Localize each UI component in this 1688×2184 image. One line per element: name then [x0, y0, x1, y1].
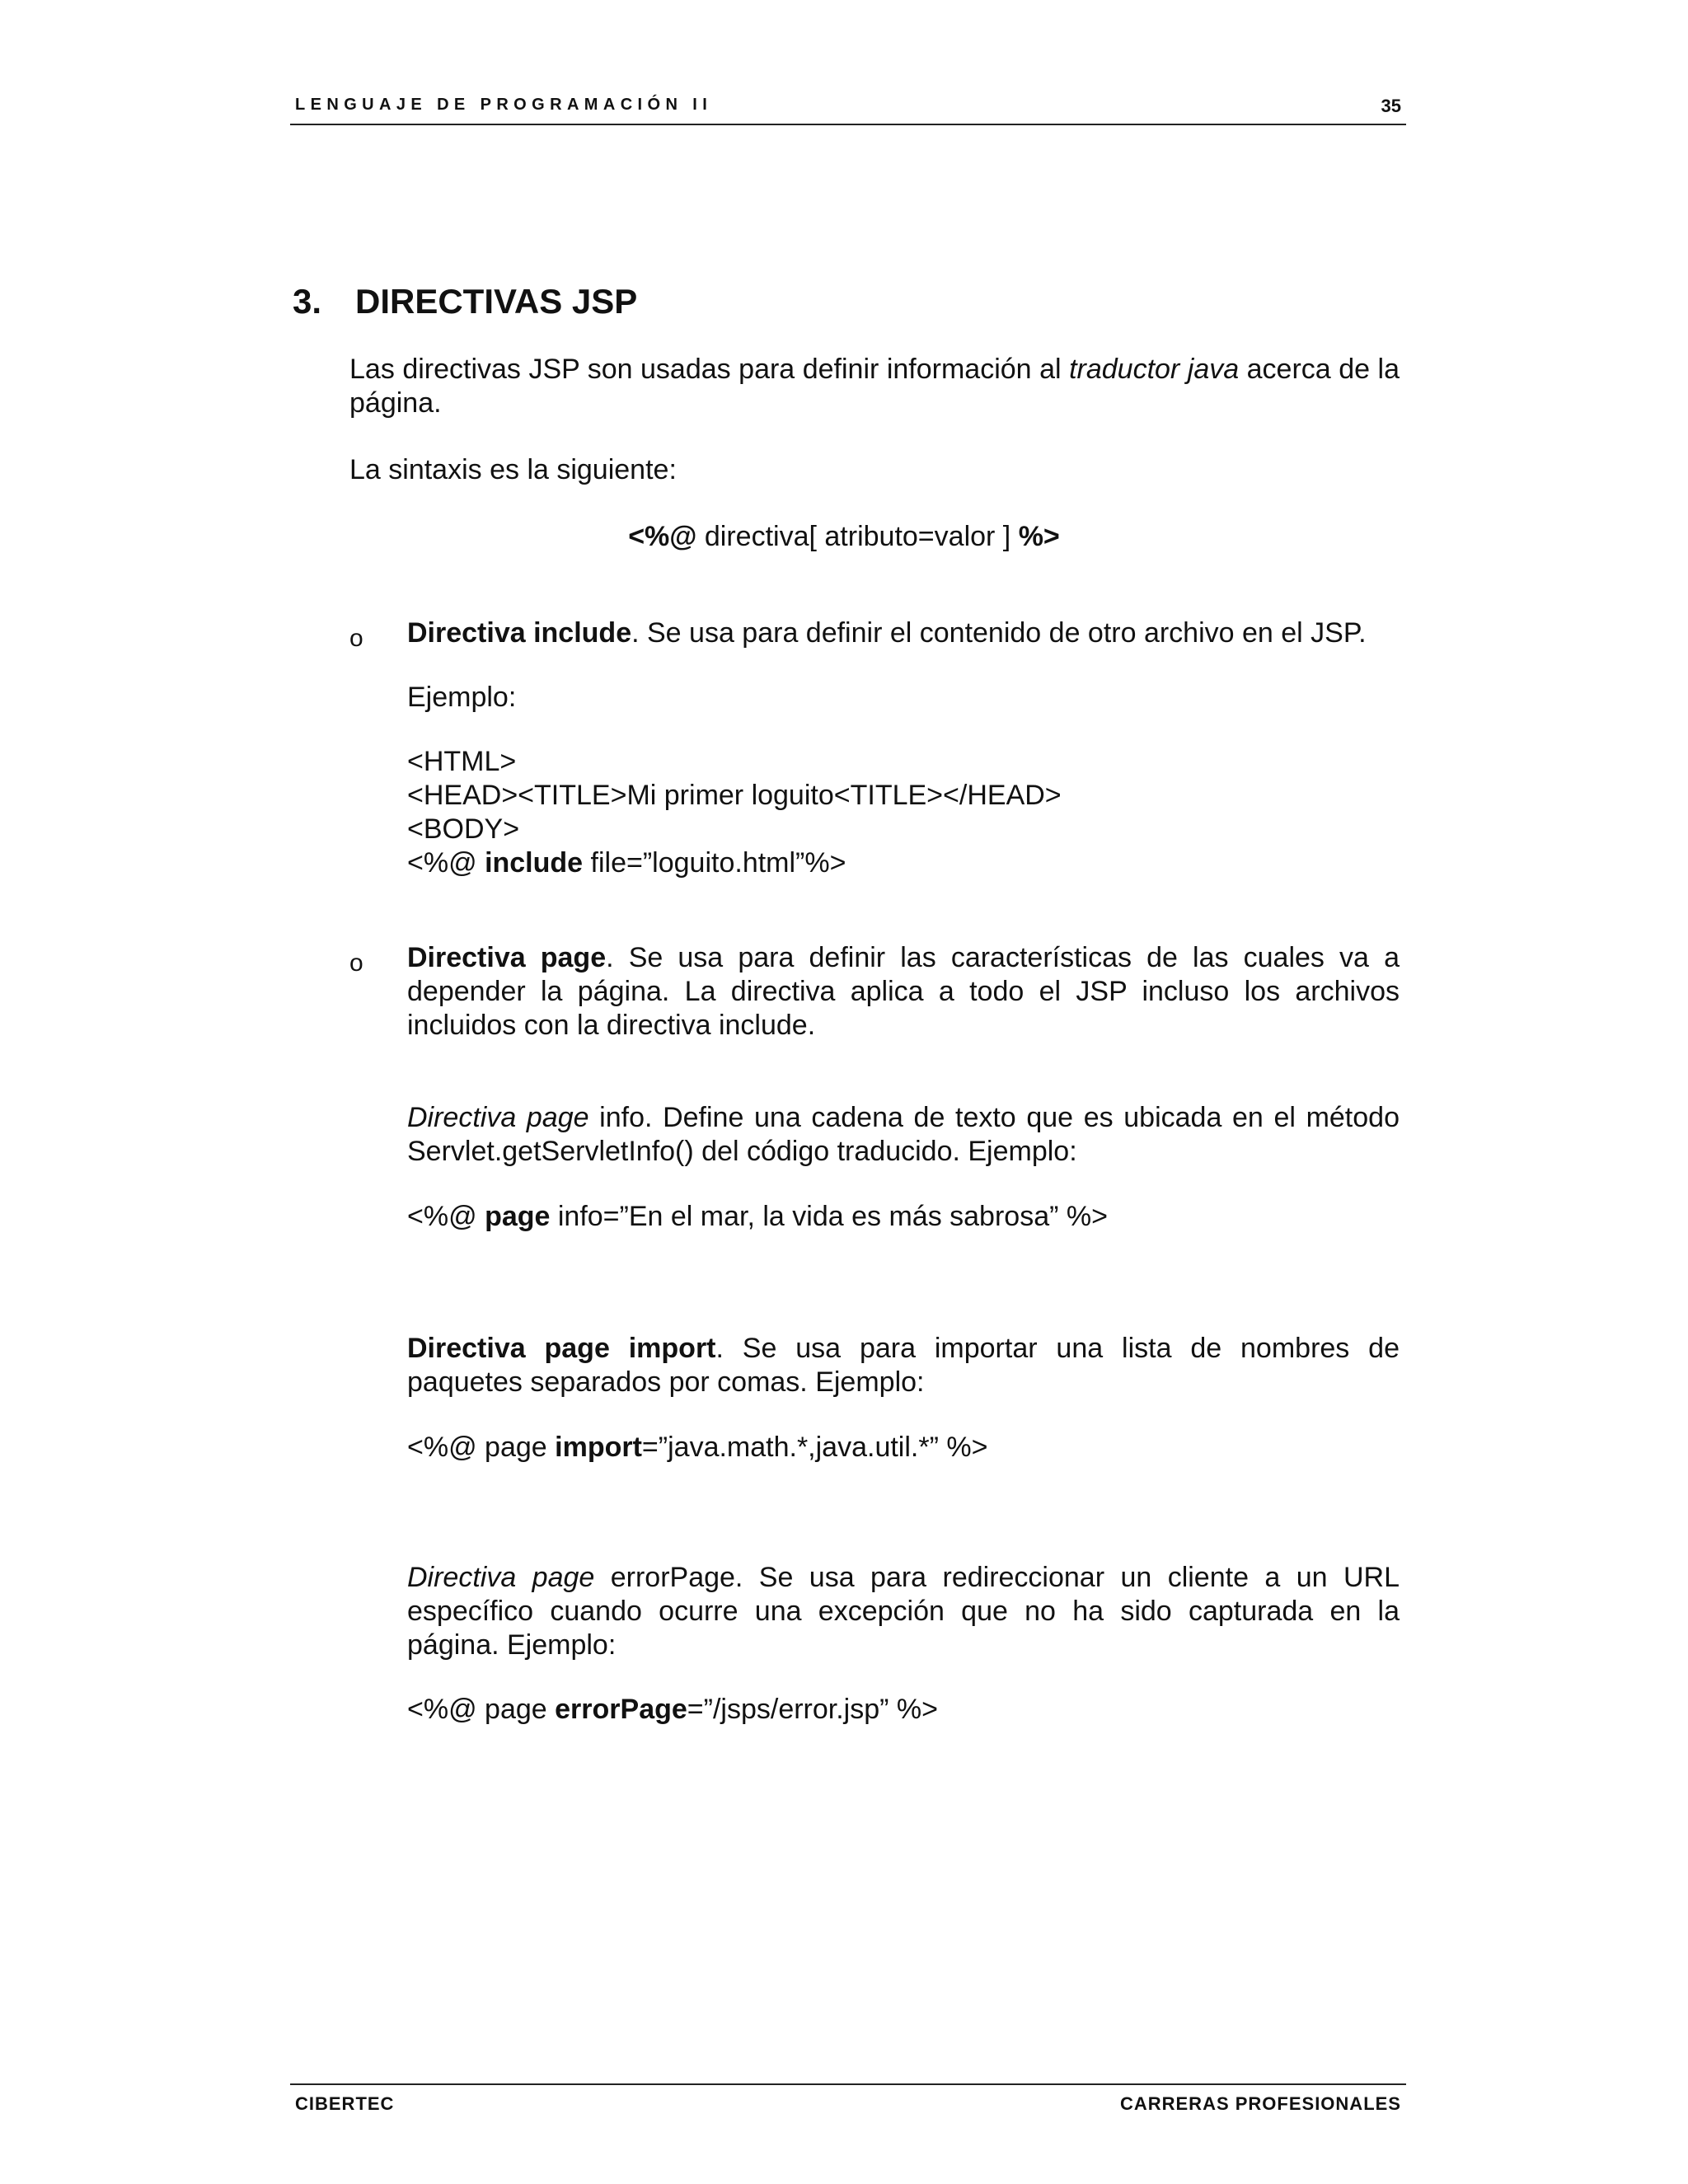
header-title: LENGUAJE DE PROGRAMACIÓN II [295, 96, 713, 114]
footer-right: CARRERAS PROFESIONALES [1119, 2093, 1401, 2114]
section-title: DIRECTIVAS JSP [355, 282, 638, 321]
page-error-code: <%@ page errorPage=”/jsps/error.jsp” %> [407, 1694, 938, 1725]
include-description [407, 616, 1400, 650]
code-line: <HTML> [407, 746, 517, 777]
page-number: 35 [1381, 96, 1401, 116]
include-text: . Se usa para definir el contenido de otro archivo en el JSP. [631, 617, 1367, 649]
page-info-text: info. Define una cadena de texto que es ubicada en el método Servlet.getServletInfo() del código traducido. Ejemplo: [407, 1102, 1400, 1167]
page-directive-description [407, 941, 1400, 1043]
page-directive-term: Directiva page [407, 942, 607, 973]
syntax-middle: directiva[ atributo=valor ] [696, 521, 1019, 552]
code-line: <%@ include file=”loguito.html”%> [407, 847, 846, 879]
page-info-code: <%@ page info=”En el mar, la vida es más sabrosa” %> [407, 1201, 1108, 1232]
footer-left: CIBERTEC [295, 2093, 395, 2114]
page-import-text: . Se usa para importar una lista de nombres de paquetes separados por comas. Ejemplo: [407, 1333, 1400, 1398]
bullet-marker: o [349, 949, 363, 977]
code-line: <BODY> [407, 813, 520, 845]
include-term: Directiva include [407, 617, 632, 649]
page-import-code: <%@ page import=”java.math.*,java.util.*” %> [407, 1432, 988, 1463]
intro-italic: traductor java [1069, 354, 1240, 385]
syntax-close: %> [1018, 521, 1060, 552]
syntax-label: La sintaxis es la siguiente: [349, 454, 677, 485]
page-import-term: Directiva page import [407, 1333, 716, 1364]
page-info-description [407, 1101, 1400, 1169]
intro-text-2: acerca de la página. [349, 354, 1400, 419]
section-number: 3. [293, 282, 322, 321]
include-example-label: Ejemplo: [407, 682, 517, 713]
intro-paragraph [349, 353, 1400, 420]
page-directive-text: . Se usa para definir las características de las cuales va a depender la página. La directiva aplica a todo el JSP incluso los archivos incluidos con la directiva include. [407, 942, 1400, 1041]
bullet-marker: o [349, 625, 363, 652]
page-info-italic: Directiva page [407, 1102, 589, 1133]
page-error-italic: Directiva page [407, 1562, 595, 1593]
section-heading [293, 282, 637, 321]
page-header [290, 92, 1406, 125]
include-code-block [407, 745, 1400, 880]
syntax-line [0, 521, 1688, 553]
page-error-text: errorPage. Se usa para redireccionar un cliente a un URL específico cuando ocurre una excepción que no ha sido capturada en la página. Ejemplo: [407, 1562, 1400, 1661]
intro-text-1: Las directivas JSP son usadas para definir información al [349, 354, 1070, 385]
page-footer [290, 2083, 1406, 2118]
code-line: <HEAD><TITLE>Mi primer loguito<TITLE></HEAD> [407, 780, 1062, 811]
page-import-description [407, 1332, 1400, 1399]
syntax-open: <%@ [628, 521, 697, 552]
page-error-description [407, 1561, 1400, 1662]
